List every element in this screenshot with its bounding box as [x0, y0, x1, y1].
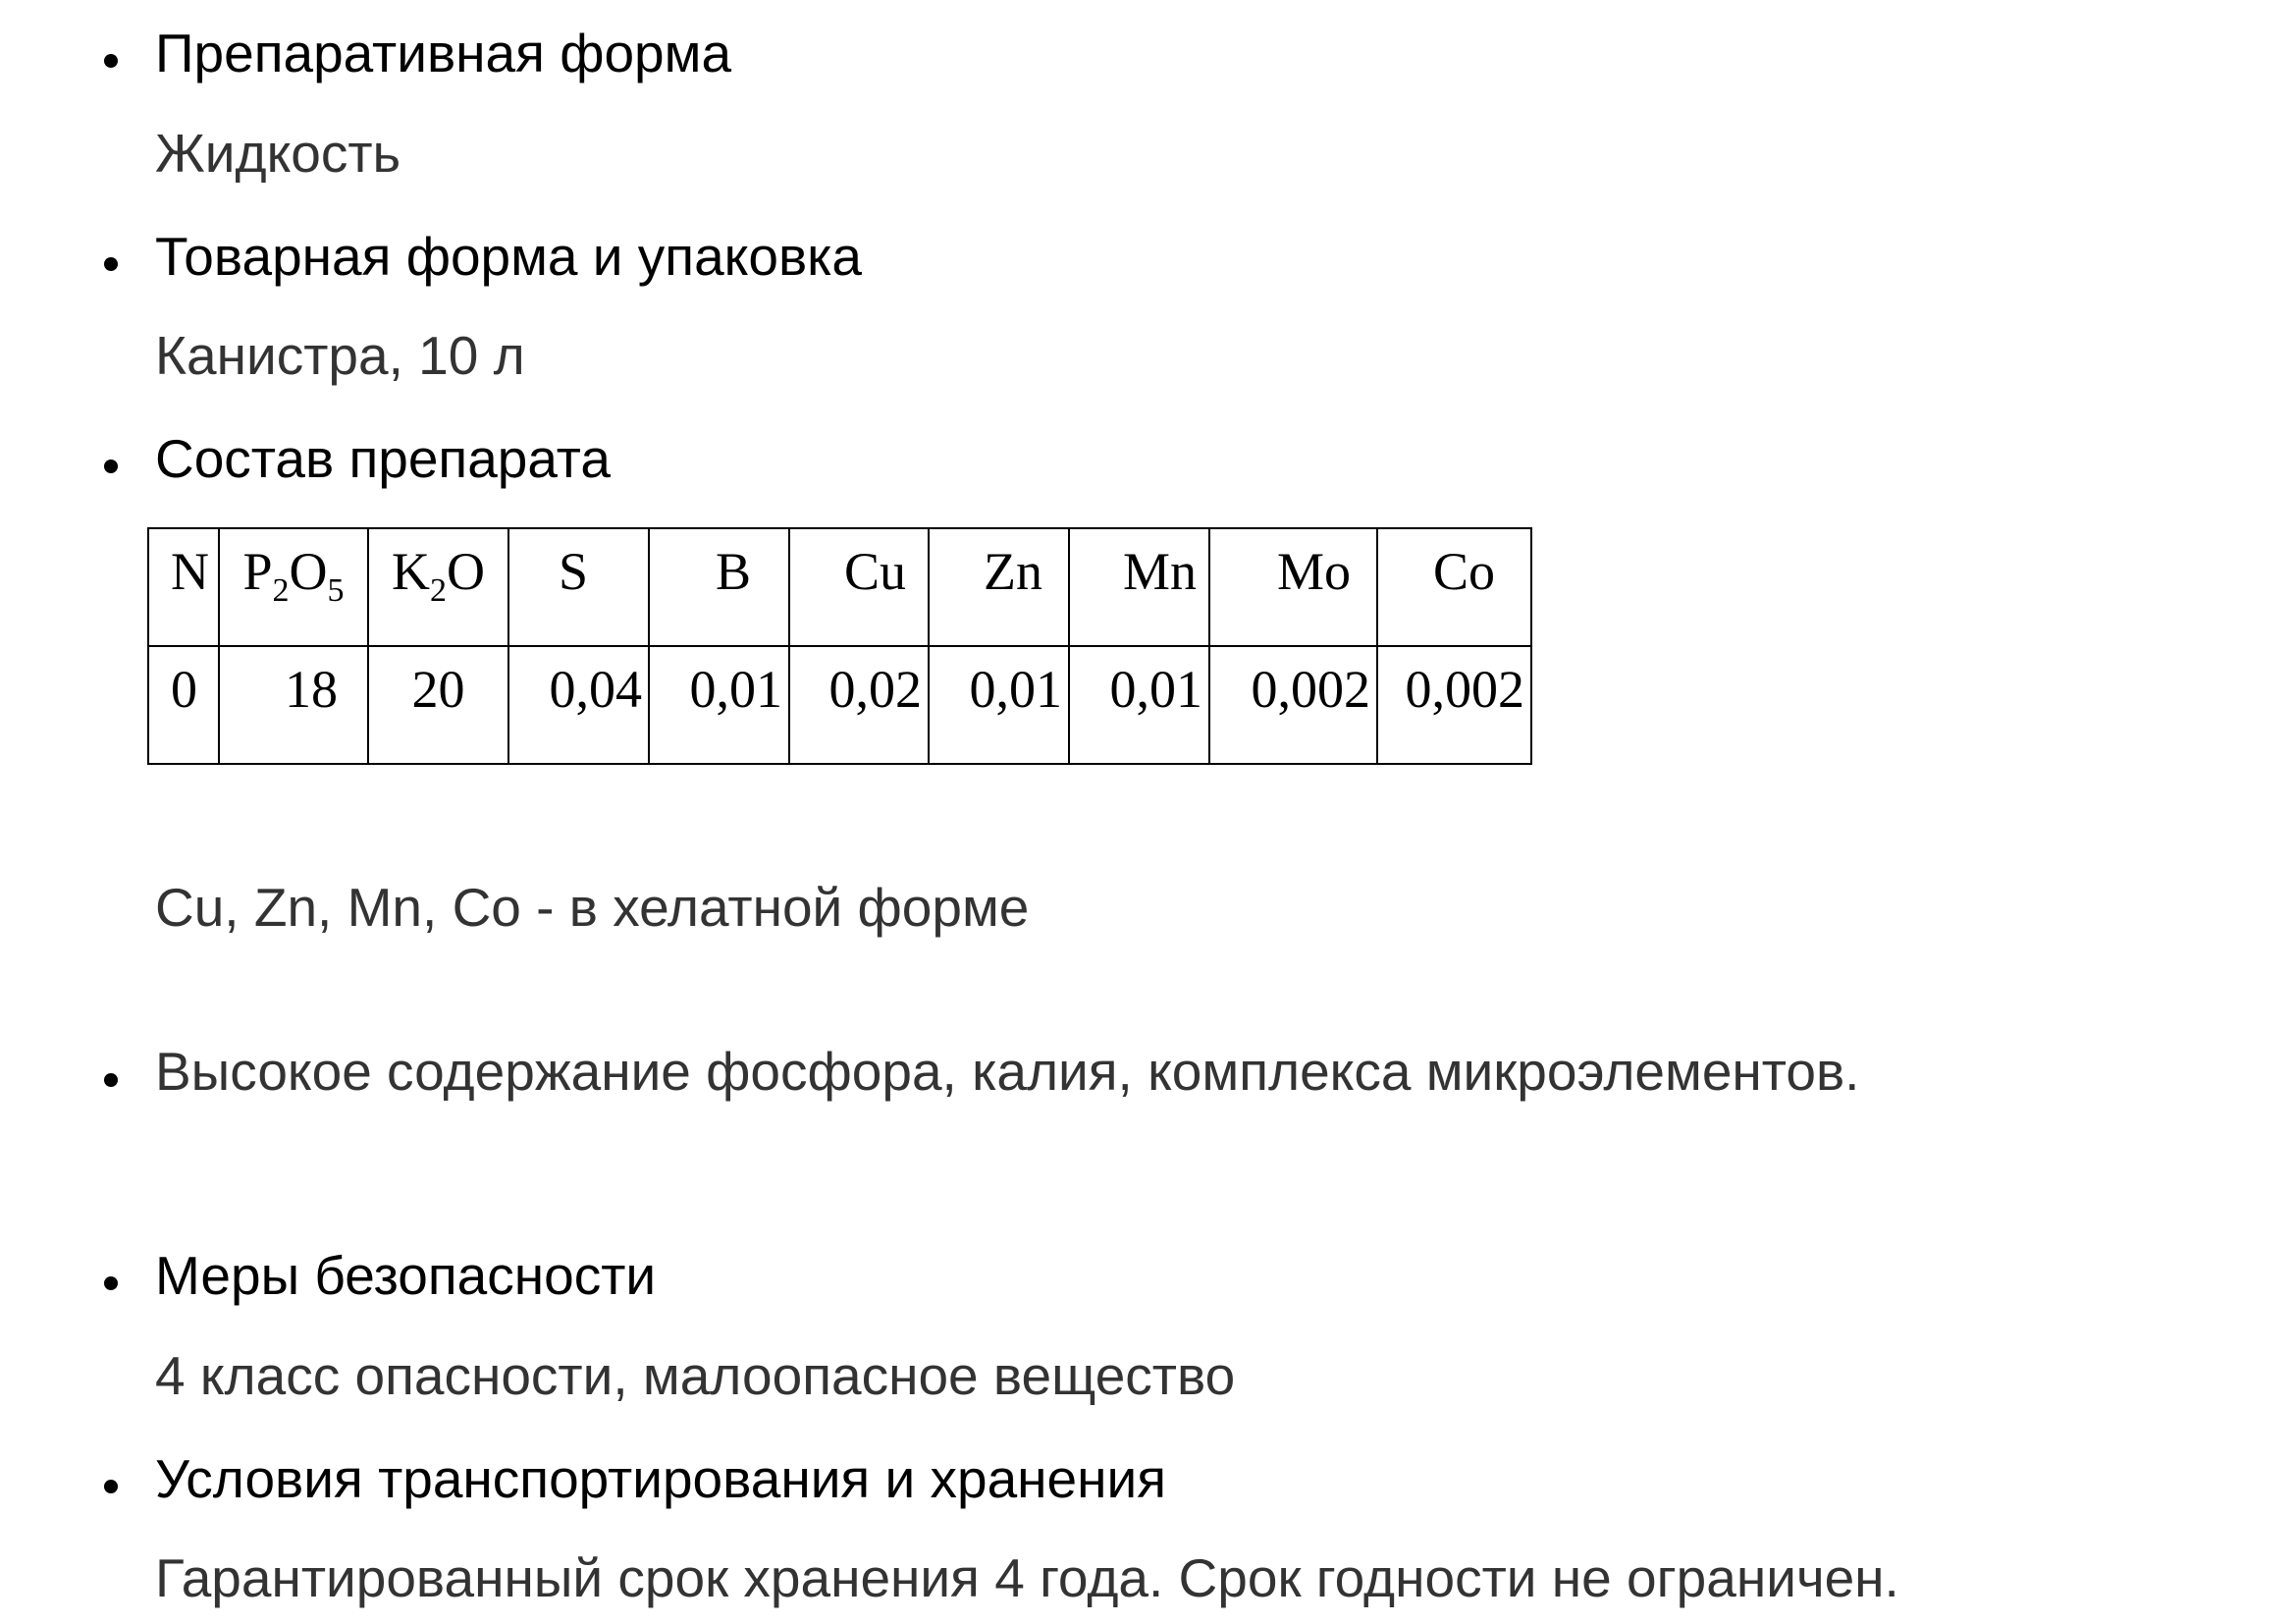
composition-value-cell: 20	[368, 646, 508, 764]
composition-value-cell: 18	[219, 646, 368, 764]
bullet-dot	[104, 257, 118, 271]
bullet-dot	[104, 1276, 118, 1290]
composition-value-cell: 0,002	[1377, 646, 1531, 764]
section-heading-composition: Состав препарата	[155, 428, 611, 489]
section-value-packaging: Канистра, 10 л	[155, 325, 525, 386]
chelate-note: Cu, Zn, Mn, Co - в хелатной форме	[155, 877, 1030, 938]
composition-header-cell: Zn	[929, 528, 1069, 646]
section-heading-packaging: Товарная форма и упаковка	[155, 226, 863, 287]
composition-value-cell: 0,01	[649, 646, 789, 764]
composition-value-cell: 0,01	[1069, 646, 1209, 764]
composition-header-cell: Cu	[789, 528, 929, 646]
bullet-dot	[104, 1480, 118, 1493]
bullet-dot	[104, 460, 118, 473]
composition-value-row	[148, 646, 1531, 764]
highlight-bullet-text: Высокое содержание фосфора, калия, комплекса микроэлементов.	[155, 1041, 1860, 1102]
composition-header-cell: Mo	[1209, 528, 1377, 646]
composition-value-cell: 0,002	[1209, 646, 1377, 764]
bullet-dot	[104, 1073, 118, 1087]
composition-header-cell: $P_2O_5$	[219, 528, 368, 646]
bullet-dot	[104, 54, 118, 68]
section-heading-safety: Меры безопасности	[155, 1245, 657, 1306]
composition-header-cell: $K_2O$	[368, 528, 508, 646]
composition-header-cell: Mn	[1069, 528, 1209, 646]
section-heading-form: Препаративная форма	[155, 23, 732, 83]
section-value-form: Жидкость	[155, 123, 401, 184]
composition-header-cell: S	[508, 528, 649, 646]
section-value-safety: 4 класс опасности, малоопасное вещество	[155, 1345, 1236, 1406]
composition-header-cell: Co	[1377, 528, 1531, 646]
composition-value-cell: 0	[148, 646, 219, 764]
composition-header-cell: N	[148, 528, 219, 646]
composition-value-cell: 0,01	[929, 646, 1069, 764]
section-heading-storage: Условия транспортирования и хранения	[155, 1448, 1167, 1509]
section-value-storage: Гарантированный срок хранения 4 года. Срок годности не ограничен.	[155, 1547, 1899, 1608]
composition-header-cell: B	[649, 528, 789, 646]
composition-header-row	[148, 528, 1531, 646]
composition-value-cell: 0,02	[789, 646, 929, 764]
composition-table	[147, 527, 1532, 765]
composition-value-cell: 0,04	[508, 646, 649, 764]
